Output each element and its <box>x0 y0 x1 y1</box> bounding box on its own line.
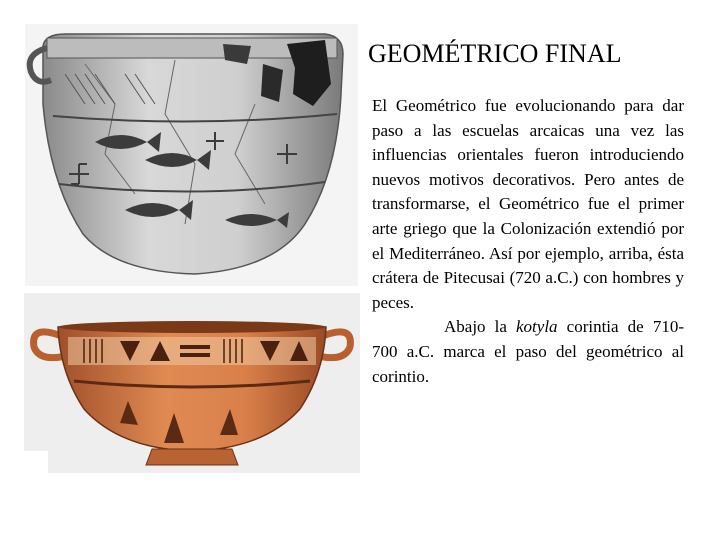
body-text <box>372 94 684 389</box>
slide-title: GEOMÉTRICO FINAL <box>368 39 622 68</box>
kotyla-illustration <box>24 293 360 473</box>
paragraph-2-start: Abajo la <box>444 317 517 337</box>
kotyla-photo <box>24 293 360 473</box>
krater-photo <box>25 24 358 286</box>
krater-illustration <box>25 24 358 286</box>
kotyla-term: kotyla <box>516 317 558 337</box>
paragraph-2 <box>372 315 684 389</box>
paragraph-2-end: corintia de 710-700 a.C. marca el paso del geométrico al corintio. <box>372 317 684 386</box>
paragraph-1: El Geométrico fue evolucionando para dar paso a las escuelas arcaicas una vez las influencias orientales fueron introduciendo nuevos motivos decorativos. Pero antes de transformarse, el Geométrico fue el primer arte griego que la Colonización extendió por el Mediterráneo. Así por ejemplo, arriba, ésta crátera de Pitecusai (720 a.C.) con hombres y peces. <box>372 96 684 312</box>
